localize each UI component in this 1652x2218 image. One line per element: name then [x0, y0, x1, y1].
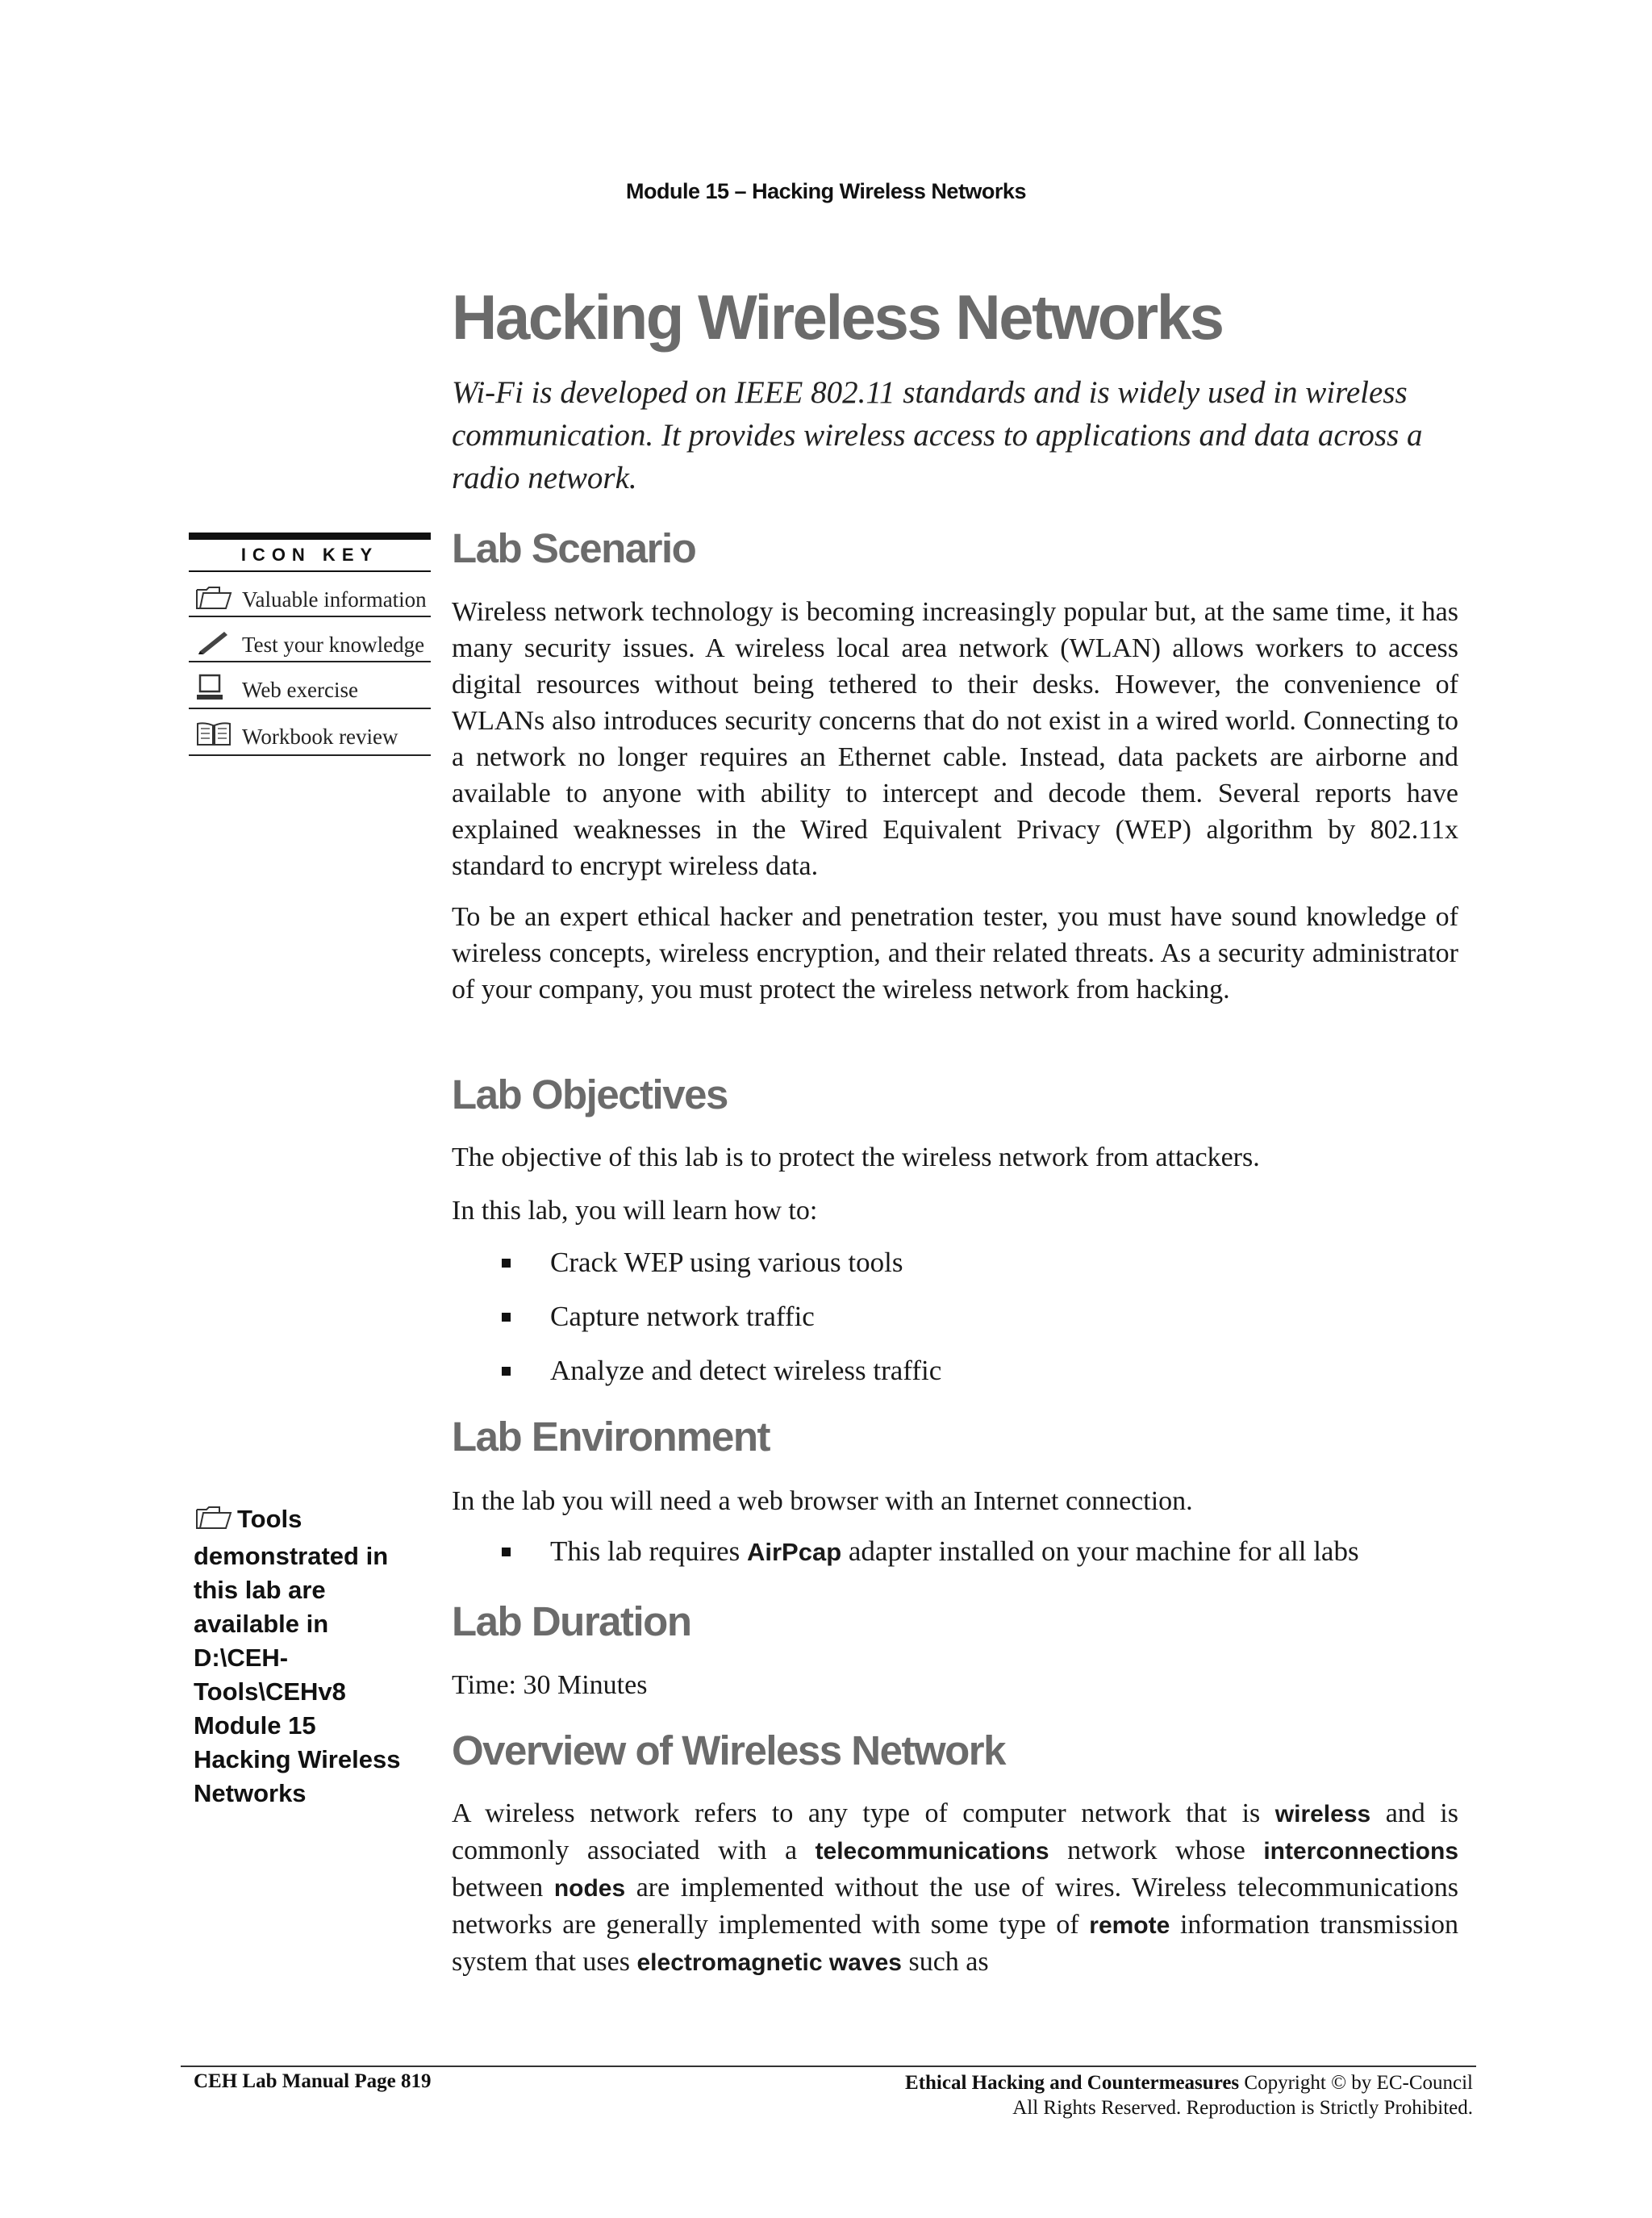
pencil-icon [195, 629, 232, 662]
lab-environment-heading: Lab Environment [452, 1414, 770, 1460]
overview-paragraph: A wireless network refers to any type of computer network that is wireless and is commonly associated with a telecommunications network whose interconnections between nodes are implemented without the use of wires. Wireless telecommunications networks are generally implemented with some type of remote information transmission system that uses electromagnetic waves such as [452, 1798, 1459, 1977]
book-icon [195, 721, 232, 754]
page-title: Hacking Wireless Networks [452, 282, 1223, 353]
tools-note-line: Tools [194, 1502, 436, 1539]
tools-note-line: demonstrated in [194, 1542, 389, 1570]
icon-key-item-valuable [189, 572, 431, 617]
lab-scenario-paragraph-2: To be an expert ethical hacker and penetration tester, you must have sound knowledge of wireless concepts, wireless encryption, and their related threats. As a security administrator of your company, you must protect the wireless network from hacking. [452, 902, 1458, 1005]
icon-key-label: Test your knowledge [242, 633, 425, 657]
footer-copyright: Ethical Hacking and Countermeasures Copyright © by EC-Council All Rights Reserved. Reproduction is Strictly Prohibited. [905, 2072, 1473, 2119]
tools-note [194, 1502, 436, 1811]
footer-divider [181, 2066, 1476, 2067]
lab-objectives-text: The objective of this lab is to protect the wireless network from attackers. [452, 1142, 1260, 1172]
folder-icon [194, 1505, 234, 1539]
lab-scenario-heading: Lab Scenario [452, 525, 696, 571]
lab-scenario-paragraph-1: Wireless network technology is becoming increasingly popular but, at the same time, it has many security issues. A wireless local area network (WLAN) allows workers to access digital resources without being tethered to their desks. However, the convenience of WLANs also introduces security concerns that do not exist in a wired world. Connecting to a network no longer requires an Ethernet cable. Instead, data packets are airborne and available to anyone with ability to intercept and decode them. Several reports have explained weaknesses in the Wired Equivalent Privacy (WEP) algorithm by 802.11x standard to encrypt wireless data. [452, 597, 1458, 881]
lab-duration-text: Time: 30 Minutes [452, 1670, 648, 1700]
bullet-marker [502, 1548, 511, 1556]
airpcap-term: AirPcap [746, 1538, 842, 1566]
lab-objectives-heading: Lab Objectives [452, 1071, 728, 1117]
icon-key-title: ICON KEY [189, 540, 431, 572]
icon-key-item-web [189, 662, 431, 709]
icon-key-bar [189, 533, 431, 540]
tools-note-line: Tools\CEHv8 [194, 1677, 346, 1706]
module-header: Module 15 – Hacking Wireless Networks [626, 179, 1026, 203]
lab-duration-heading: Lab Duration [452, 1598, 691, 1644]
tools-note-line: this lab are [194, 1576, 326, 1604]
overview-heading: Overview of Wireless Network [452, 1727, 1005, 1773]
tools-note-line: Module 15 [194, 1711, 316, 1740]
icon-key-label: Workbook review [242, 725, 398, 749]
bullet-marker [502, 1313, 511, 1322]
tools-note-line: Hacking Wireless [194, 1745, 401, 1773]
icon-key-label: Web exercise [242, 678, 358, 702]
icon-key [189, 533, 431, 756]
tools-note-line: D:\CEH- [194, 1644, 289, 1672]
icon-key-item-test [189, 617, 431, 662]
icon-key-label: Valuable information [242, 587, 427, 612]
tools-note-line: available in [194, 1610, 329, 1638]
icon-key-item-workbook [189, 709, 431, 756]
bullet-marker [502, 1367, 511, 1376]
lab-objectives-learn-intro: In this lab, you will learn how to: [452, 1196, 818, 1226]
tools-note-line: Networks [194, 1779, 307, 1807]
folder-icon [195, 585, 232, 616]
footer-page-label: CEH Lab Manual Page 819 [194, 2070, 432, 2092]
bullet-marker [502, 1259, 511, 1268]
lab-environment-text: In the lab you will need a web browser with an Internet connection. [452, 1486, 1193, 1516]
computer-icon [195, 674, 227, 707]
intro-text: Wi-Fi is developed on IEEE 802.11 standards and is widely used in wireless communication. It provides wireless access to applications and data across a radio network. [452, 375, 1423, 495]
